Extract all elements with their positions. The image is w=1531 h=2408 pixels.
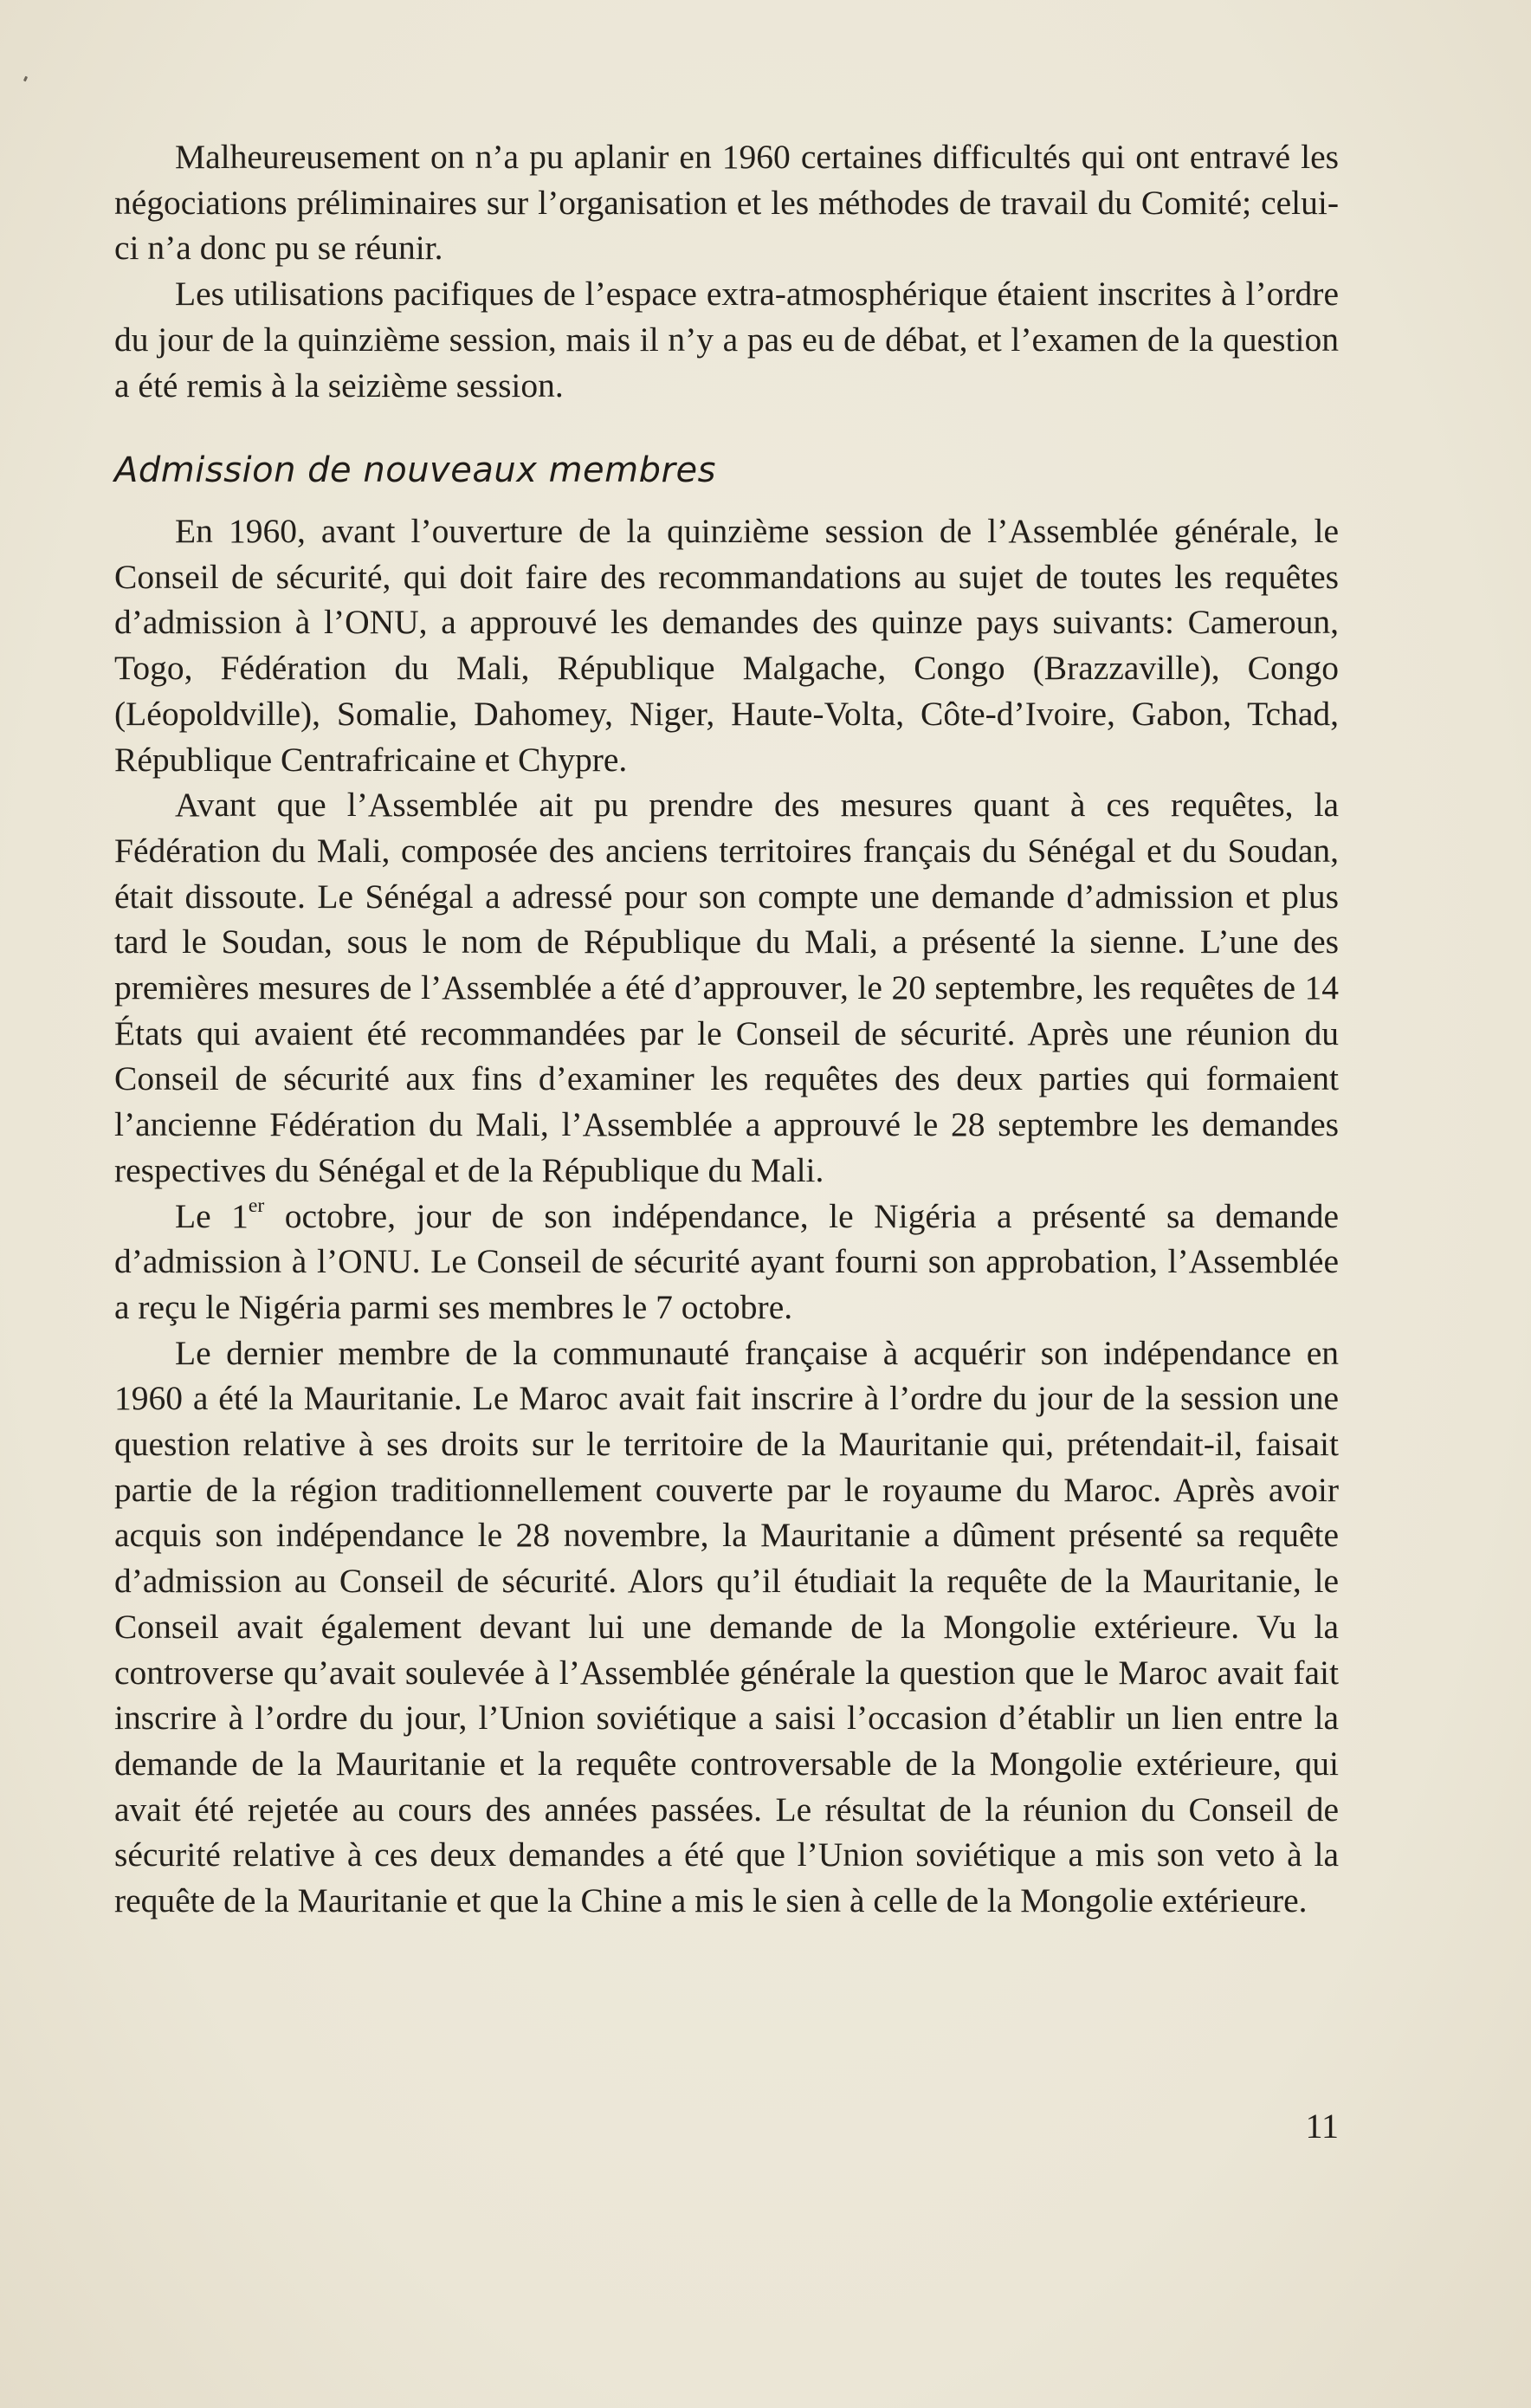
paper-speck — [23, 76, 28, 82]
paragraph-outer-space-agenda: Les utilisations pacifiques de l’espace extra-atmosphérique étaient inscrites à l’ordre du jour de la quinzième session, mais il n’y a pas eu de débat, et l’examen de la question a été remis à la seizième session. — [114, 275, 1339, 405]
paragraph-nigeria — [114, 1194, 1339, 1330]
paragraph-mauritania: Le dernier membre de la communauté française à acquérir son indépendance en 1960 a été la Mauritanie. Le Maroc avait fait inscrire à l’ordre du jour de la session une question relative à ses droits sur le territoire de la Mauritanie qui, prétendait-il, faisait partie de la région traditionnellement couverte par le royaume du Maroc. Après avoir acquis son indépendance le 28 novembre, la Mauritanie a dûment présenté sa requête d’admission au Conseil de sécurité. Alors qu’il étudiait la requête de la Mauritanie, le Conseil avait également devant lui une demande de la Mongolie extérieure. Vu la controverse qu’avait soulevée à l’Assemblée générale la question que le Maroc avait fait inscrire à l’ordre du jour, l’Union soviétique a saisi l’occasion d’établir un lien entre la demande de la Mauritanie et la requête controversable de la Mongolie extérieure, qui avait été rejetée au cours des années passées. Le résultat de la réunion du Conseil de sécurité relative à ces deux demandes a été que l’Union soviétique a mis son veto à la requête de la Mauritanie et que la Chine a mis le sien à celle de la Mongolie extérieure. — [114, 1333, 1339, 1920]
intro-text-block — [114, 134, 1339, 408]
nigeria-text: octobre, jour de son indépendance, le Nigéria a présenté sa demande d’admission à l’ONU. Le Conseil de sécurité ayant fourni son approbation, l’Assemblée a reçu le Nigéria parmi ses membres le 7 octobre. — [114, 1196, 1339, 1326]
ordinal-superscript: er — [248, 1194, 265, 1217]
page-number: 11 — [1305, 2107, 1339, 2146]
paragraph-mali-federation: Avant que l’Assemblée ait pu prendre des mesures quant à ces requêtes, la Fédération du Mali, composée des anciens territoires français du Sénégal et du Soudan, était dissoute. Le Sénégal a adressé pour son compte une demande d’admission et plus tard le Soudan, sous le nom de République du Mali, a présenté la sienne. L’une des premières mesures de l’Assemblée a été d’approuver, le 20 septembre, les requêtes de 14 États qui avaient été recommandées par le Conseil de sécurité. Après une réunion du Conseil de sécurité aux fins d’examiner les requêtes des deux parties qui formaient l’ancienne Fédération du Mali, l’Assemblée a approuvé le 28 septembre les demandes respectives du Sénégal et de la République du Mali. — [114, 786, 1339, 1189]
nigeria-date-prefix: Le 1 — [175, 1196, 249, 1235]
section-text-block — [114, 508, 1339, 1924]
paragraph-committee-difficulties: Malheureusement on n’a pu aplanir en 1960 certaines difficultés qui ont entravé les négociations préliminaires sur l’organisation et les méthodes de travail du Comité; celui-ci n’a donc pu se réunir. — [114, 138, 1339, 268]
section-heading: Admission de nouveaux membres — [114, 450, 716, 490]
paragraph-fifteen-countries: En 1960, avant l’ouverture de la quinzième session de l’Assemblée générale, le Conseil de sécurité, qui doit faire des recommandations au sujet de toutes les requêtes d’admission à l’ONU, a approuvé les demandes des quinze pays suivants: Cameroun, Togo, Fédération du Mali, République Malgache, Congo (Brazzaville), Congo (Léopoldville), Somalie, Dahomey, Niger, Haute-Volta, Côte-d’Ivoire, Gabon, Tchad, République Centrafricaine et Chypre. — [114, 512, 1339, 779]
